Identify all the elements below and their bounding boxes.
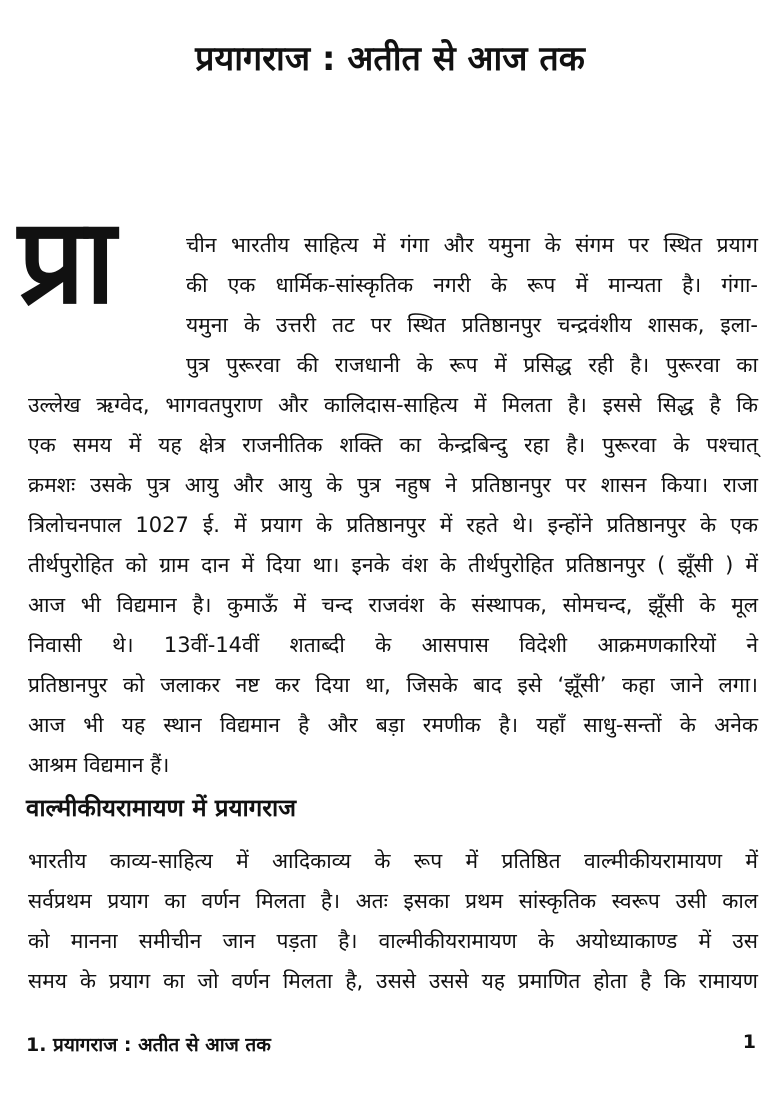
text-line: आज भी विद्यमान है। कुमाऊँ में चन्द राजवंश के संस्थापक, सोमचन्द, झूँसी के मूल <box>28 593 758 617</box>
running-footer: 1. प्रयागराज : अतीत से आज तक <box>26 1034 271 1056</box>
text-line: की एक धार्मिक-सांस्कृतिक नगरी के रूप में मान्यता है। गंगा- <box>186 273 758 297</box>
text-line: उल्लेख ऋग्वेद, भागवतपुराण और कालिदास-साहित्य में मिलता है। इससे सिद्ध है कि <box>28 393 758 417</box>
text-line: भारतीय काव्य-साहित्य में आदिकाव्य के रूप में प्रतिष्ठित वाल्मीकीयरामायण में <box>28 849 758 873</box>
text-line: चीन भारतीय साहित्य में गंगा और यमुना के संगम पर स्थित प्रयाग <box>186 233 758 257</box>
text-line: सर्वप्रथम प्रयाग का वर्णन मिलता है। अतः इसका प्रथम सांस्कृतिक स्वरूप उसी काल <box>28 889 758 913</box>
section-heading: वाल्मीकीयरामायण में प्रयागराज <box>26 794 297 822</box>
text-line: समय के प्रयाग का जो वर्णन मिलता है, उससे उससे यह प्रमाणित होता है कि रामायण <box>28 969 758 993</box>
text-line: निवासी थे। 13वीं-14वीं शताब्दी के आसपास विदेशी आक्रमणकारियों ने <box>28 633 758 657</box>
text-line: क्रमशः उसके पुत्र आयु और आयु के पुत्र नहुष ने प्रतिष्ठानपुर पर शासन किया। राजा <box>28 473 758 497</box>
text-line: को मानना समीचीन जान पड़ता है। वाल्मीकीयरामायण के अयोध्याकाण्ड में उस <box>28 929 758 953</box>
text-line: पुत्र पुरूरवा की राजधानी के रूप में प्रसिद्ध रही है। पुरूरवा का <box>186 353 758 377</box>
text-line: यमुना के उत्तरी तट पर स्थित प्रतिष्ठानपुर चन्द्रवंशीय शासक, इला- <box>186 313 758 337</box>
page-number: 1 <box>742 1031 756 1053</box>
text-line: प्रतिष्ठानपुर को जलाकर नष्ट कर दिया था, जिसके बाद इसे ‘झूँसी’ कहा जाने लगा। <box>28 673 758 697</box>
text-line: त्रिलोचनपाल 1027 ई. में प्रयाग के प्रतिष्ठानपुर में रहते थे। इन्होंने प्रतिष्ठानपुर के एक <box>28 513 758 537</box>
page-title: प्रयागराज : अतीत से आज तक <box>195 39 585 79</box>
text-line: एक समय में यह क्षेत्र राजनीतिक शक्ति का केन्द्रबिन्दु रहा है। पुरूरवा के पश्चात् <box>28 433 758 457</box>
text-line: आश्रम विद्यमान हैं। <box>28 753 170 777</box>
text-line: आज भी यह स्थान विद्यमान है और बड़ा रमणीक है। यहाँ साधु-सन्तों के अनेक <box>28 713 758 737</box>
text-line: तीर्थपुरोहित को ग्राम दान में दिया था। इनके वंश के तीर्थपुरोहित प्रतिष्ठानपुर ( झूँसी ) में <box>28 553 758 577</box>
drop-cap: प्रा <box>18 191 116 330</box>
